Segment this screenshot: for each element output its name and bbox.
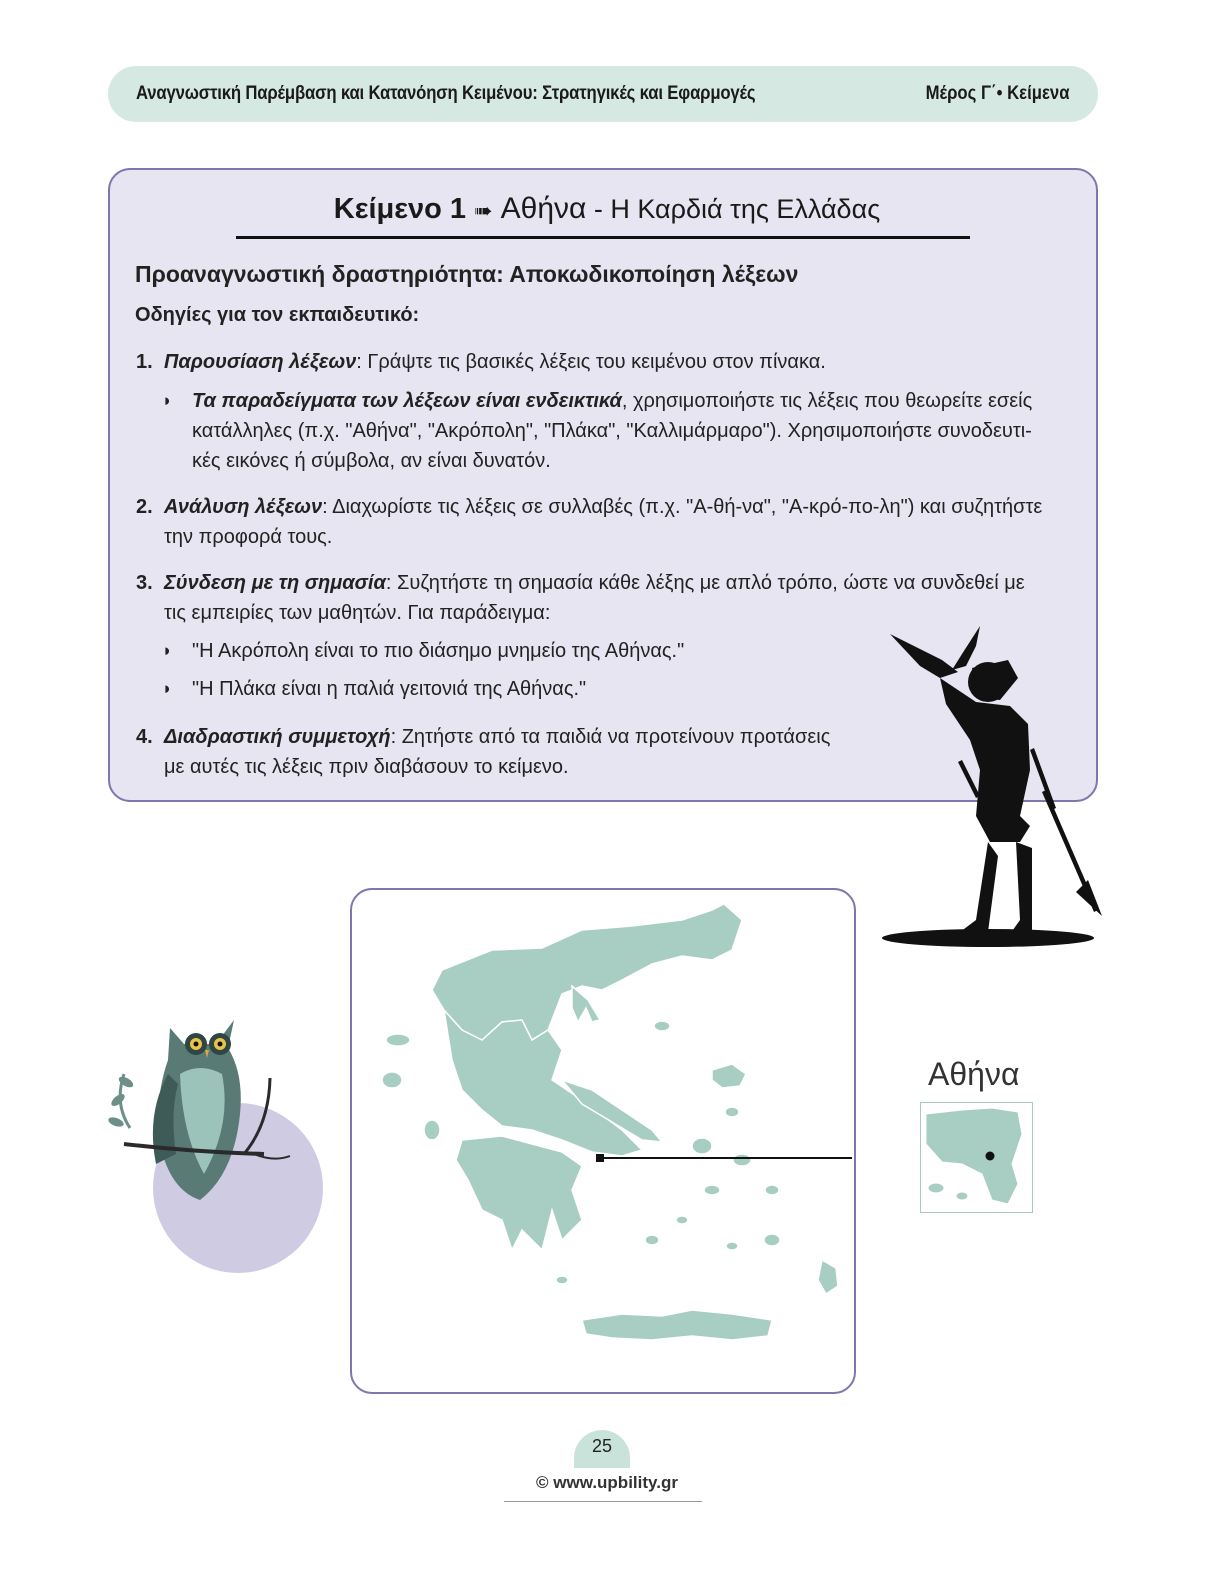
northern-greece-region [432,904,742,1040]
page-title [0,192,1214,226]
step-label: Παρουσίαση λέξεων [164,351,357,373]
crete-island [582,1310,772,1340]
title-underline [236,236,970,239]
island [424,1120,440,1140]
island [654,1021,670,1031]
island [733,1154,751,1166]
step-text-line-1: : Ζητήστε από τα παιδιά να προτείνουν προτάσεις [390,726,831,748]
step-3-bullet-1 [162,636,685,666]
title-text-number: Κείμενο 1 [333,193,467,225]
bullet-text: "Η Πλάκα είναι η παλιά γειτονιά της Αθήνας." [192,678,587,700]
step-2 [136,492,1043,552]
rhodes-island [818,1260,838,1294]
chalkidiki-peninsula [572,986,600,1022]
step-label: Διαδραστική συμμετοχή [164,726,391,748]
bullet-icon: ◗ [162,391,173,410]
island [725,1107,739,1117]
athens-map-label: Αθήνα [928,1056,1020,1092]
step-text-line-1: : Διαχωρίστε τις λέξεις σε συλλαβές (π.χ. "Α-θή-να", "Α-κρό-πο-λη") και συζητήστε [322,496,1043,518]
step-3-bullet-2 [162,674,587,704]
owl-illustration [104,1004,294,1204]
island [726,1242,738,1250]
bullet-text: "Η Ακρόπολη είναι το πιο διάσημο μνημείο της Αθήνας." [192,640,685,662]
island [556,1276,568,1284]
step-1 [136,347,826,377]
athens-marker-icon [596,1154,604,1162]
step-text-line-2: με αυτές τις λέξεις πριν διαβάσουν το κείμενο. [164,756,569,778]
bullet-icon: ◗ [162,641,173,660]
step-4 [136,722,831,782]
copyright-text: © www.upbility.gr [536,1473,678,1492]
step-1-bullet [162,386,1072,476]
step-number: 3. [136,572,153,594]
island [676,1216,688,1224]
athena-silhouette-illustration [880,620,1110,950]
step-text-line-2: την προφορά τους. [164,526,333,548]
island [692,1138,712,1154]
bullet-line-2: κατάλληλες (π.χ. "Αθήνα", "Ακρόπολη", "Πλάκα", "Καλλιμάρμαρο"). Χρησιμοποιήστε συνοδευτι- [192,420,1032,442]
step-text: : Γράψτε τις βασικές λέξεις του κειμένου στον πίνακα. [356,351,826,373]
activity-heading: Προαναγνωστική δραστηριότητα: Αποκωδικοποίηση λέξεων [135,261,799,287]
step-text-line-2: τις εμπειρίες των μαθητών. Για παράδειγμα: [164,602,551,624]
bullet-bold: Τα παραδείγματα των λέξεων είναι ενδεικτικά [192,390,622,412]
island [382,1072,402,1088]
header-book-title: Αναγνωστική Παρέμβαση και Κατανόηση Κειμένου: Στρατηγικές και Εφαρμογές [136,83,756,104]
title-city: Αθήνα [500,192,587,225]
step-label: Ανάλυση λέξεων [164,496,323,518]
attica-inset-illustration [922,1104,1030,1210]
athens-dot-icon [986,1152,995,1161]
lesvos-island [712,1064,746,1088]
page-number: 25 [591,1436,613,1456]
instructions-heading: Οδηγίες για τον εκπαιδευτικό: [135,304,420,326]
greece-map [352,890,852,1390]
step-number: 2. [136,496,153,518]
step-number: 1. [136,351,153,373]
arrow-icon: ➠ [474,198,493,223]
island [645,1235,659,1245]
page-header [108,66,1098,122]
bullet-icon: ◗ [162,679,173,698]
peloponnese-region [456,1136,582,1250]
island [765,1185,779,1195]
title-subtitle: - Η Καρδιά της Ελλάδας [586,194,881,224]
island [704,1185,720,1195]
step-number: 4. [136,726,153,748]
island [386,1034,410,1046]
header-section: Μέρος Γ΄• Κείμενα [926,83,1070,104]
footer-rule [504,1501,702,1502]
step-3 [136,568,1025,628]
step-label: Σύνδεση με τη σημασία [164,572,386,594]
island [764,1234,780,1246]
bullet-line-1: , χρησιμοποιήστε τις λέξεις που θεωρείτε εσείς [621,390,1033,412]
step-text-line-1: : Συζητήστε τη σημασία κάθε λέξης με απλό τρόπο, ώστε να συνδεθεί με [385,572,1025,594]
bullet-line-3: κές εικόνες ή σύμβολα, αν είναι δυνατόν. [192,450,551,472]
